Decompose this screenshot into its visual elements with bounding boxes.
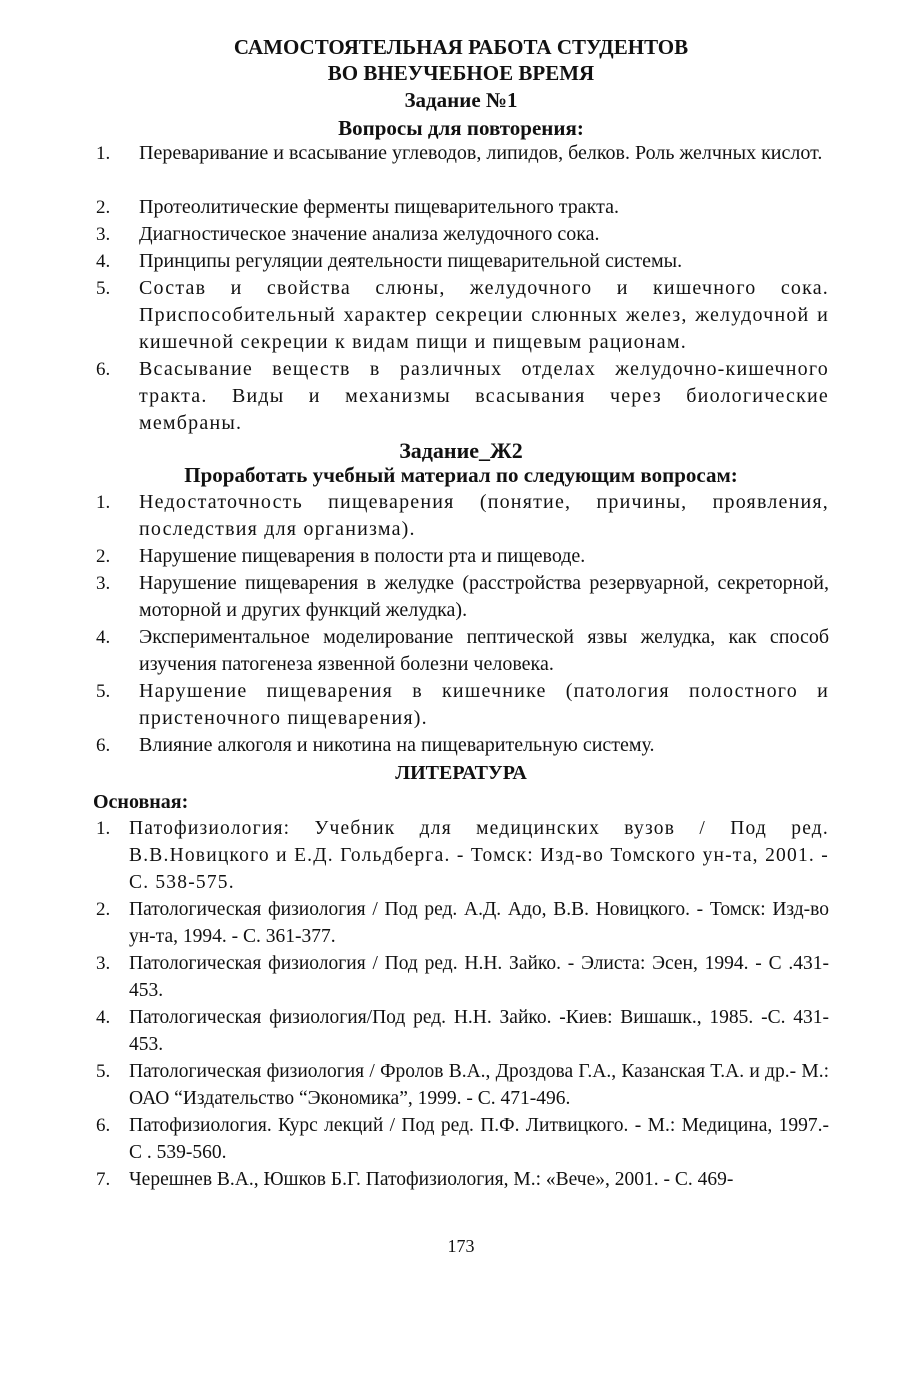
list-item-number: 5. bbox=[96, 681, 111, 702]
page-number: 173 bbox=[447, 1236, 475, 1256]
page-title-line-2: ВО ВНЕУЧЕБНОЕ ВРЕМЯ bbox=[327, 61, 595, 85]
list-item-number: 2. bbox=[96, 546, 111, 567]
list-item-text: Переваривание и всасывание углеводов, липидов, белков. Роль желчных кислот. bbox=[139, 142, 823, 164]
list-item-text: Нарушение пищеварения в полости рта и пищеводе. bbox=[139, 545, 586, 567]
list-item-text: Состав и свойства слюны, желудочного и кишечного сока. Приспособительный характер секреции слюнных желез, желудочной и кишечной секреции к видам пищи и пищевым рационам. bbox=[139, 277, 829, 353]
list-item-text: Диагностическое значение анализа желудочного сока. bbox=[139, 223, 600, 245]
task-1-heading: Задание №1 bbox=[404, 88, 518, 112]
list-item-number: 2. bbox=[96, 899, 111, 920]
list-item-text: Недостаточность пищеварения (понятие, причины, проявления, последствия для организма). bbox=[139, 491, 829, 540]
list-item-number: 6. bbox=[96, 735, 111, 756]
list-item-number: 3. bbox=[96, 573, 111, 594]
list-item-number: 3. bbox=[96, 224, 111, 245]
list-item-text: Черешнев В.А., Юшков Б.Г. Патофизиология, М.: «Вече», 2001. - С. 469- bbox=[129, 1169, 734, 1190]
list-item-number: 4. bbox=[96, 1007, 111, 1028]
list-item-number: 1. bbox=[96, 143, 111, 164]
list-item-number: 5. bbox=[96, 1061, 111, 1082]
task-2-heading: Задание_Ж2 bbox=[399, 438, 523, 463]
list-item-number: 5. bbox=[96, 278, 111, 299]
list-item-number: 4. bbox=[96, 251, 111, 272]
list-item-text: Патофизиология: Учебник для медицинских вузов / Под ред. В.В.Новицкого и Е.Д. Гольдберга. - Томск: Изд-во Томского ун-та, 2001. - С. 538-575. bbox=[129, 818, 829, 893]
list-item-text: Экспериментальное моделирование пептической язвы желудка, как способ изучения патогенеза язвенной болезни человека. bbox=[139, 626, 829, 675]
page-title-line-1: САМОСТОЯТЕЛЬНАЯ РАБОТА СТУДЕНТОВ bbox=[233, 35, 689, 59]
list-item-number: 2. bbox=[96, 197, 111, 218]
list-item-text: Патофизиология. Курс лекций / Под ред. П.Ф. Литвицкого. - М.: Медицина, 1997.- С . 539-560. bbox=[129, 1115, 829, 1163]
list-item-number: 1. bbox=[96, 818, 111, 839]
list-item-number: 7. bbox=[96, 1169, 111, 1190]
list-item-text: Патологическая физиология / Фролов В.А., Дроздова Г.А., Казанская Т.А. и др.- М.: ОАО “Издательство “Экономика”, 1999. - С. 471-496. bbox=[129, 1061, 829, 1109]
list-item-number: 6. bbox=[96, 359, 111, 380]
list-item-text: Нарушение пищеварения в желудке (расстройства резервуарной, секреторной, моторной и других функций желудка). bbox=[139, 572, 829, 621]
literature-subheading: Основная: bbox=[93, 791, 189, 813]
list-item-text: Патологическая физиология / Под ред. А.Д. Адо, В.В. Новицкого. - Томск: Изд-во ун-та, 1994. - С. 361-377. bbox=[129, 899, 829, 947]
list-item-number: 1. bbox=[96, 492, 111, 513]
list-item-text: Принципы регуляции деятельности пищеварительной системы. bbox=[139, 250, 683, 272]
list-item-text: Влияние алкоголя и никотина на пищеварительную систему. bbox=[139, 734, 655, 756]
list-item-text: Нарушение пищеварения в кишечнике (патология полостного и пристеночного пищеварения). bbox=[139, 680, 829, 729]
task-2-subheading: Проработать учебный материал по следующим вопросам: bbox=[184, 463, 738, 487]
literature-heading: ЛИТЕРАТУРА bbox=[395, 762, 527, 784]
list-item-text: Патологическая физиология / Под ред. Н.Н. Зайко. - Элиста: Эсен, 1994. - С .431-453. bbox=[129, 953, 829, 1001]
list-item-text: Патологическая физиология/Под ред. Н.Н. Зайко. -Киев: Вишашк., 1985. -С. 431-453. bbox=[129, 1007, 829, 1055]
list-item-text: Всасывание веществ в различных отделах желудочно-кишечного тракта. Виды и механизмы всасывания через биологические мембраны. bbox=[139, 358, 829, 434]
list-item-number: 6. bbox=[96, 1115, 111, 1136]
list-item-number: 3. bbox=[96, 953, 111, 974]
list-item-text: Протеолитические ферменты пищеварительного тракта. bbox=[139, 196, 619, 218]
list-item-number: 4. bbox=[96, 627, 111, 648]
task-1-subheading: Вопросы для повторения: bbox=[338, 116, 584, 140]
